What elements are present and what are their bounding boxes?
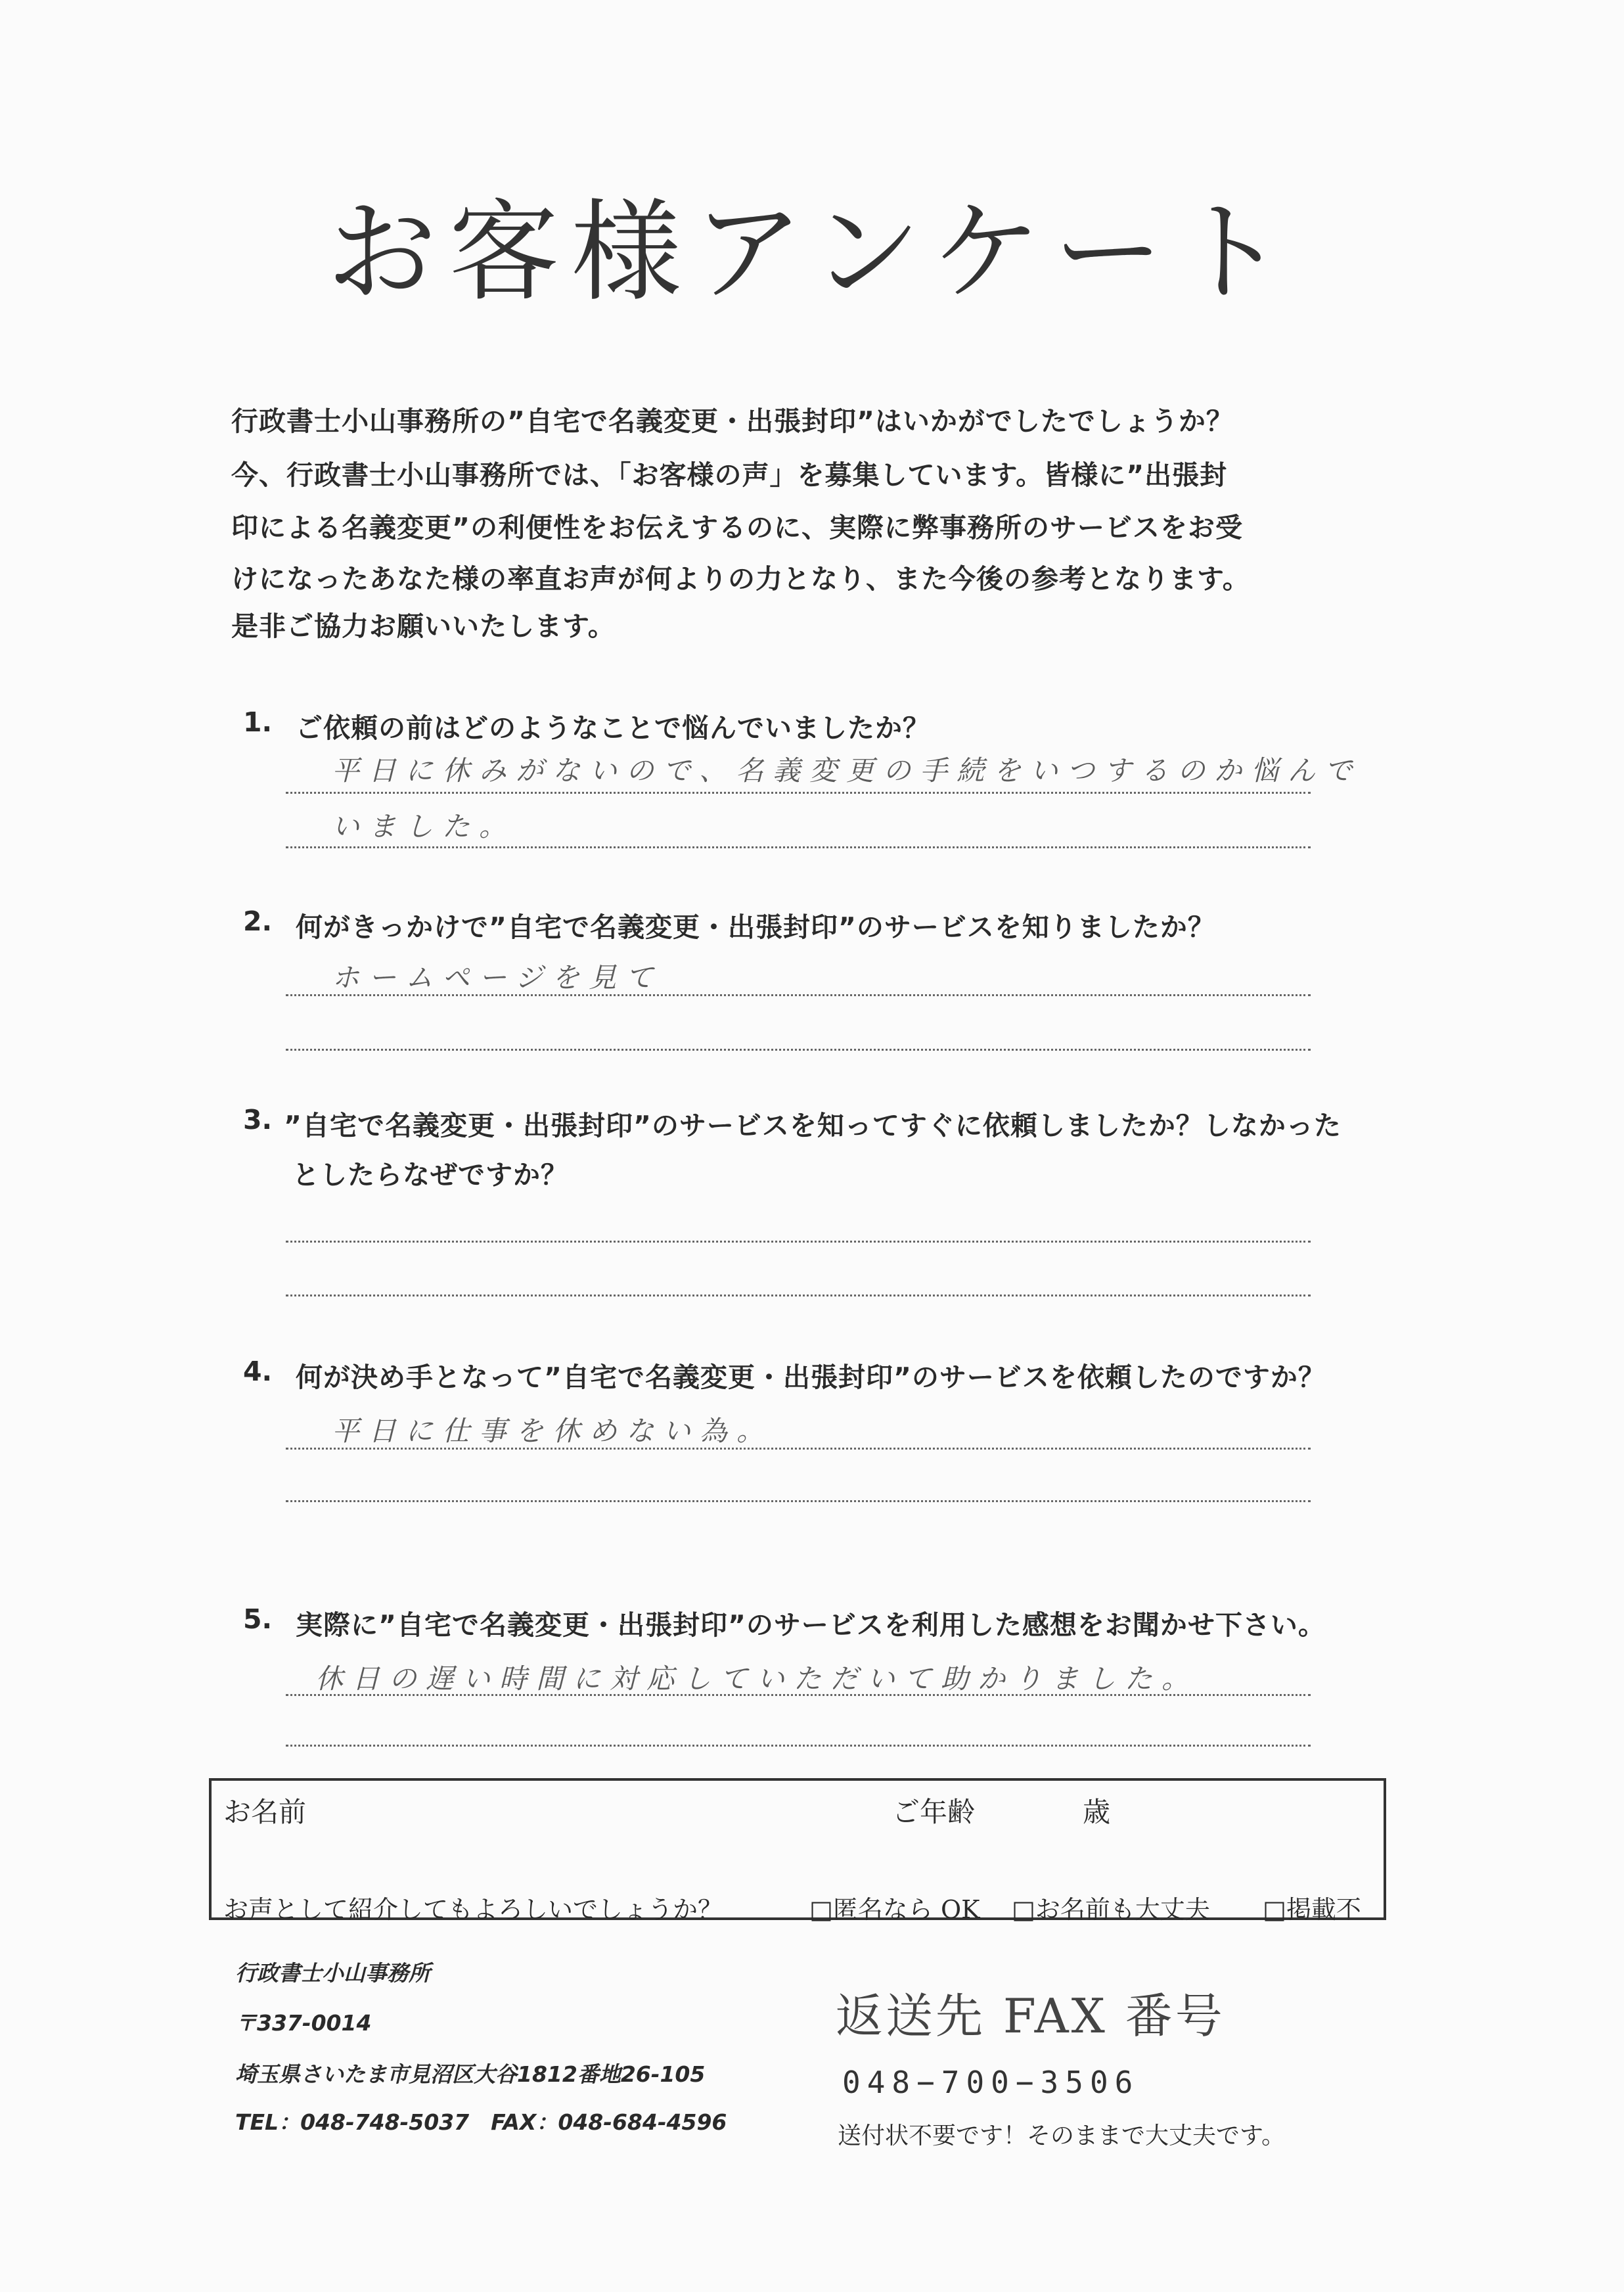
answer-1-line-1[interactable]: 平日に休みがないので、名義変更の手続をいつするのか悩んで xyxy=(332,754,1362,787)
question-5-text: 実際に”自宅で名義変更・出張封印”のサービスを利用した感想をお聞かせ下さい。 xyxy=(296,1609,1326,1641)
answer-1-rule-2 xyxy=(286,846,1311,848)
answer-1-line-2[interactable]: いました。 xyxy=(332,810,516,842)
office-tel-fax: TEL：048-748-5037 FAX：048-684-4596 xyxy=(235,2109,727,2135)
office-name: 行政書士小山事務所 xyxy=(235,1960,430,1986)
question-4-number: 4. xyxy=(243,1356,273,1387)
option-no-publish[interactable]: □掲載不 xyxy=(1263,1895,1361,1924)
intro-line-3: 印による名義変更”の利便性をお伝えするのに、実際に弊事務所のサービスをお受 xyxy=(231,512,1243,543)
page-title: お客様アンケート xyxy=(327,188,1297,317)
question-2-number: 2. xyxy=(243,905,273,937)
answer-4-line-1[interactable]: 平日に仕事を休めない為。 xyxy=(332,1415,774,1447)
intro-line-5: 是非ご協力お願いいたします。 xyxy=(231,610,616,642)
office-postal: 〒337-0014 xyxy=(235,2010,372,2036)
question-5-number: 5. xyxy=(243,1603,273,1635)
age-label: ご年齢 xyxy=(892,1796,976,1828)
fax-number: 048−700−3506 xyxy=(842,2065,1140,2100)
question-4-text: 何が決め手となって”自宅で名義変更・出張封印”のサービスを依頼したのですか？ xyxy=(296,1362,1326,1393)
answer-2-rule-2 xyxy=(286,1049,1311,1051)
question-1-text: ご依頼の前はどのようなことで悩んでいましたか？ xyxy=(296,712,930,744)
answer-3-rule-1 xyxy=(286,1241,1311,1243)
answer-2-line-1[interactable]: ホームページを見て xyxy=(332,961,663,994)
fax-note: 送付状不要です！そのままで大丈夫です。 xyxy=(838,2122,1286,2149)
option-name-ok[interactable]: □お名前も大丈夫 xyxy=(1012,1895,1210,1924)
answer-2-rule-1 xyxy=(286,994,1311,996)
answer-1-rule-1 xyxy=(286,792,1311,794)
answer-4-rule-2 xyxy=(286,1500,1311,1502)
intro-line-2: 今、行政書士小山事務所では、「お客様の声」を募集しています。皆様に”出張封 xyxy=(231,459,1228,491)
question-3-number: 3. xyxy=(243,1104,273,1135)
name-label: お名前 xyxy=(223,1796,307,1828)
answer-5-rule-2 xyxy=(286,1745,1311,1747)
intro-line-1: 行政書士小山事務所の”自宅で名義変更・出張封印”はいかがでしたでしょうか？ xyxy=(231,405,1234,437)
fax-title: 返送先 FAX 番号 xyxy=(836,1988,1225,2044)
answer-4-rule-1 xyxy=(286,1448,1311,1450)
answer-5-rule-1 xyxy=(286,1694,1311,1696)
office-address: 埼玉県さいたま市見沼区大谷1812番地26-105 xyxy=(235,2061,706,2087)
intro-line-4: けになったあなた様の率直お声が何よりの力となり、また今後の参考となります。 xyxy=(231,563,1250,595)
question-3-text-line-2: としたらなぜですか？ xyxy=(292,1159,568,1191)
question-2-text: 何がきっかけで”自宅で名義変更・出張封印”のサービスを知りましたか？ xyxy=(296,911,1215,943)
question-1-number: 1. xyxy=(243,706,273,738)
option-anonymous[interactable]: □匿名なら OK xyxy=(809,1895,980,1924)
question-3-text-line-1: ”自宅で名義変更・出張封印”のサービスを知ってすぐに依頼しましたか？しなかった xyxy=(284,1110,1342,1141)
age-unit: 歳 xyxy=(1083,1796,1111,1828)
answer-5-line-1[interactable]: 休日の遅い時間に対応していただいて助かりました。 xyxy=(315,1662,1199,1695)
answer-3-rule-2 xyxy=(286,1295,1311,1296)
consent-question: お声として紹介してもよろしいでしょうか？ xyxy=(223,1895,723,1924)
